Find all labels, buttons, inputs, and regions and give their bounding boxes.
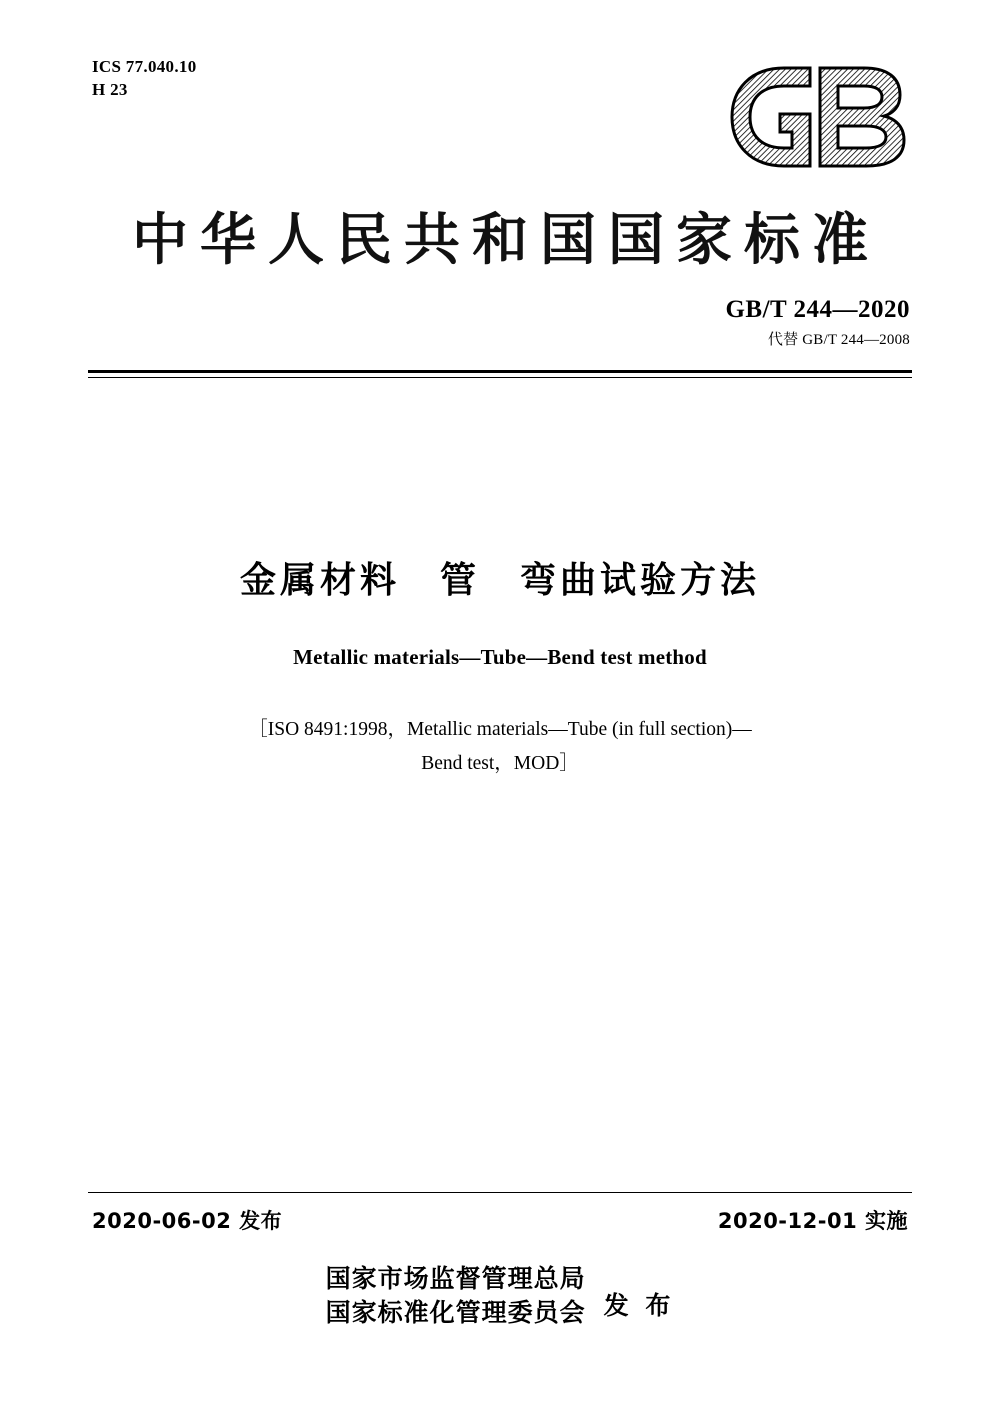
standard-number: GB/T 244—2020 [725,296,910,323]
standard-replaces: 代替 GB/T 244—2008 [767,332,910,348]
gb-logo-icon [724,62,914,172]
standard-number-block [725,296,910,349]
national-standard-title: 中华人民共和国国家标准 [132,208,880,273]
ics-classification-block [92,56,197,102]
document-title-english: Metallic materials—Tube—Bend test method [293,645,707,669]
iso-reference-line-1: ［ISO 8491:1998，Metallic materials—Tube (in full section)— [248,719,752,740]
ccs-code: H 23 [92,79,128,99]
header-divider-thick [88,370,912,373]
implementation-date: 2020-12-01 实施 [717,1209,908,1233]
issuer-block [0,1262,1000,1330]
iso-reference [180,713,820,781]
issue-date: 2020-06-02 发布 [92,1209,283,1233]
document-title-chinese: 金属材料 管 弯曲试验方法 [239,560,760,601]
header-divider-thin [88,377,912,378]
issuer-names [326,1262,586,1330]
issuer-line-2: 国家标准化管理委员会 [325,1297,586,1327]
footer-divider [88,1192,912,1193]
iso-reference-line-2: Bend test，MOD］ [421,753,579,775]
ics-code: ICS 77.040.10 [92,57,197,76]
publish-label: 发 布 [603,1290,675,1320]
issuer-line-1: 国家市场监督管理总局 [325,1264,586,1293]
